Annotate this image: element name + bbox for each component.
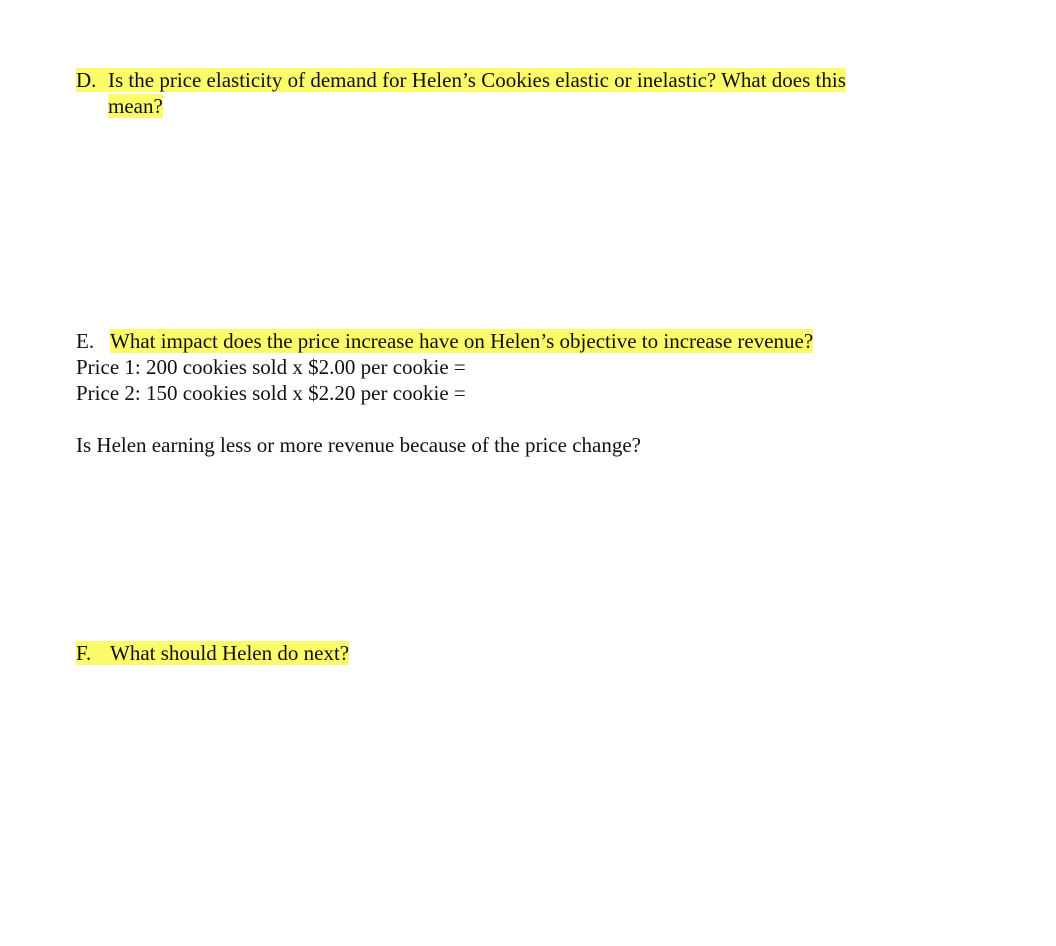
question-e-marker: E.: [76, 329, 95, 353]
price-1-calculation: Price 1: 200 cookies sold x $2.00 per cookie =: [76, 355, 466, 379]
price-2-calculation: Price 2: 150 cookies sold x $2.20 per cookie =: [76, 381, 466, 405]
revenue-followup-question: Is Helen earning less or more revenue because of the price change?: [76, 433, 641, 457]
question-d: [76, 67, 956, 119]
question-f: [76, 640, 349, 666]
question-e: [76, 328, 976, 406]
question-f-highlight: [76, 641, 349, 665]
question-e-text: What impact does the price increase have on Helen’s objective to increase revenue?: [110, 329, 814, 353]
question-f-text: What should Helen do next?: [110, 641, 350, 665]
question-d-line1: Is the price elasticity of demand for Helen’s Cookies elastic or inelastic? What does this: [108, 68, 846, 92]
question-d-marker: D.: [76, 68, 97, 92]
question-f-marker: F.: [76, 641, 92, 665]
question-d-line2: mean?: [108, 94, 163, 118]
question-d-highlight: [76, 68, 846, 92]
